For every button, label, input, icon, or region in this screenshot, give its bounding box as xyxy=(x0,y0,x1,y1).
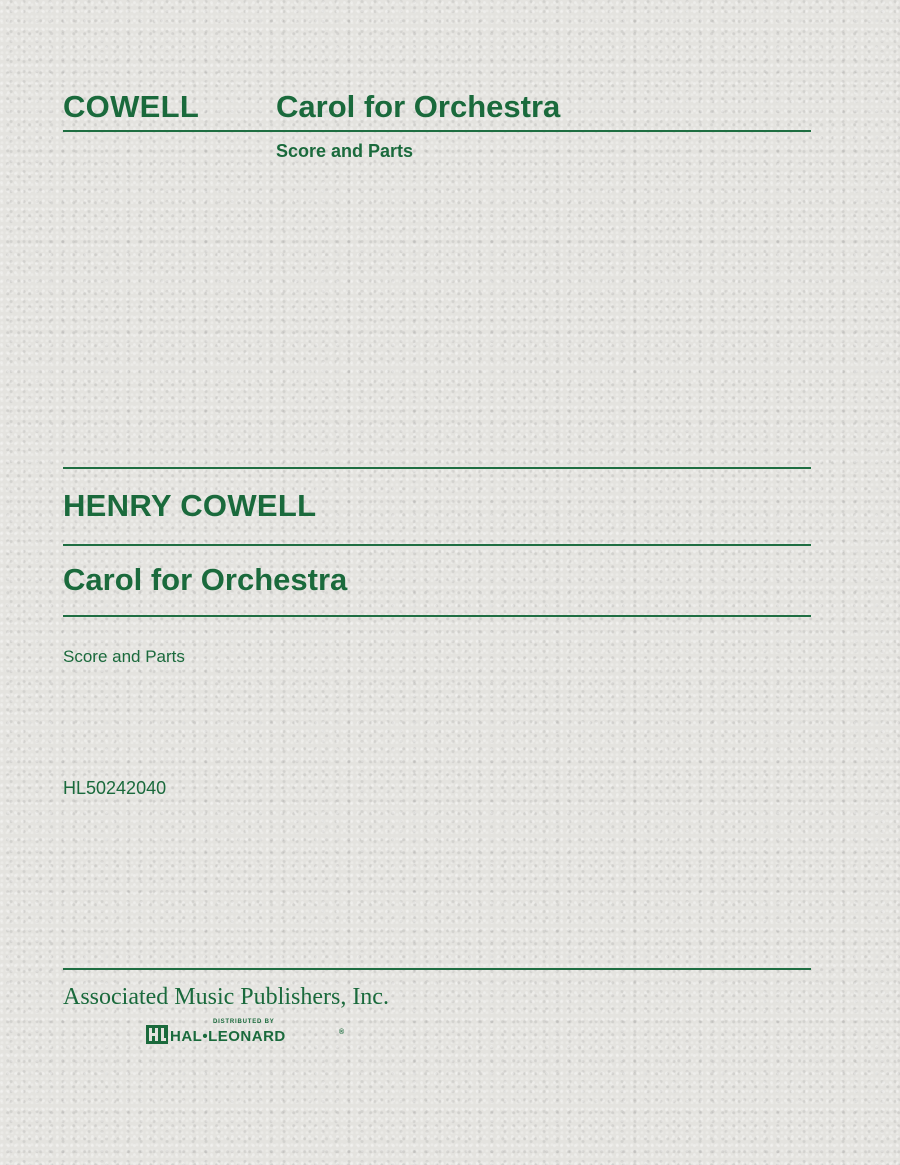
work-title: Carol for Orchestra xyxy=(63,562,348,597)
divider-rule xyxy=(63,130,811,132)
divider-rule xyxy=(63,615,811,617)
distributed-by-label: DISTRIBUTED BY xyxy=(213,1019,275,1025)
catalog-number: HL50242040 xyxy=(63,778,167,798)
divider-rule xyxy=(63,968,811,970)
distributor-block xyxy=(146,1019,356,1047)
distributor-name: HAL•LEONARD xyxy=(170,1028,286,1045)
work-subtitle: Score and Parts xyxy=(63,647,185,666)
registered-mark: ® xyxy=(339,1029,345,1036)
top-subtitle: Score and Parts xyxy=(276,141,414,161)
divider-rule xyxy=(63,467,811,469)
publisher-name: Associated Music Publishers, Inc. xyxy=(63,984,389,1010)
top-title: Carol for Orchestra xyxy=(276,89,561,124)
hal-leonard-logo-icon xyxy=(146,1025,168,1044)
composer-name: HENRY COWELL xyxy=(63,488,317,523)
top-composer-name: COWELL xyxy=(63,89,200,124)
divider-rule xyxy=(63,544,811,546)
